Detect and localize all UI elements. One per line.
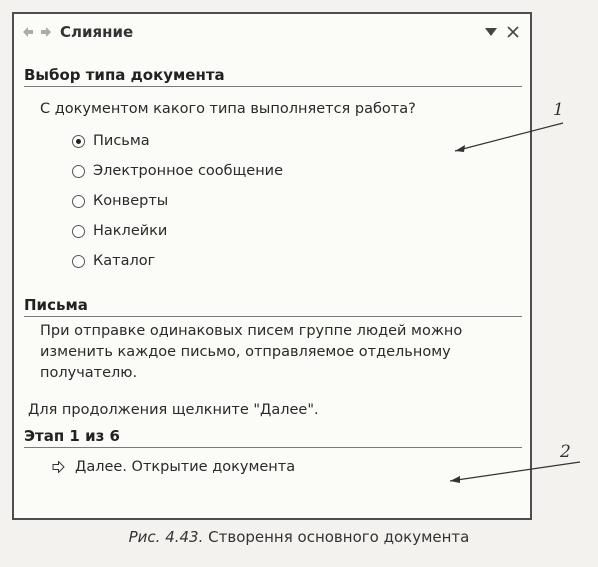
radio-label: Электронное сообщение [93,163,284,179]
arrowhead-2 [450,476,460,483]
annotation-number-1: 1 [553,100,564,120]
continue-hint: Для продолжения щелкните "Далее". [28,402,319,418]
leader-line-2 [450,462,580,481]
arrowhead-1 [455,145,465,152]
doc-type-question: С документом какого типа выполняется работа? [40,101,416,117]
radio-label: Конверты [93,193,169,209]
step-heading: Этап 1 из 6 [24,427,522,448]
leader-line-1 [455,123,563,151]
caption-prefix: Рис. 4.43. [128,528,204,546]
annotation-number-2: 2 [560,442,571,462]
description-line: получателю. [40,365,138,381]
pane-title: Слияние [60,23,134,41]
radio-label: Наклейки [93,223,168,239]
radio-label: Каталог [93,253,156,269]
next-step-label: Далее. Открытие документа [75,459,296,475]
description-line: изменить каждое письмо, отправляемое отдельному [40,344,451,360]
description-line: При отправке одинаковых писем группе людей можно [40,323,463,339]
letters-heading: Письма [24,296,522,317]
caption-text: Створення основного документа [203,528,470,546]
radio-label: Письма [93,133,150,149]
doc-type-heading: Выбор типа документа [24,66,522,87]
figure-caption [0,528,598,546]
